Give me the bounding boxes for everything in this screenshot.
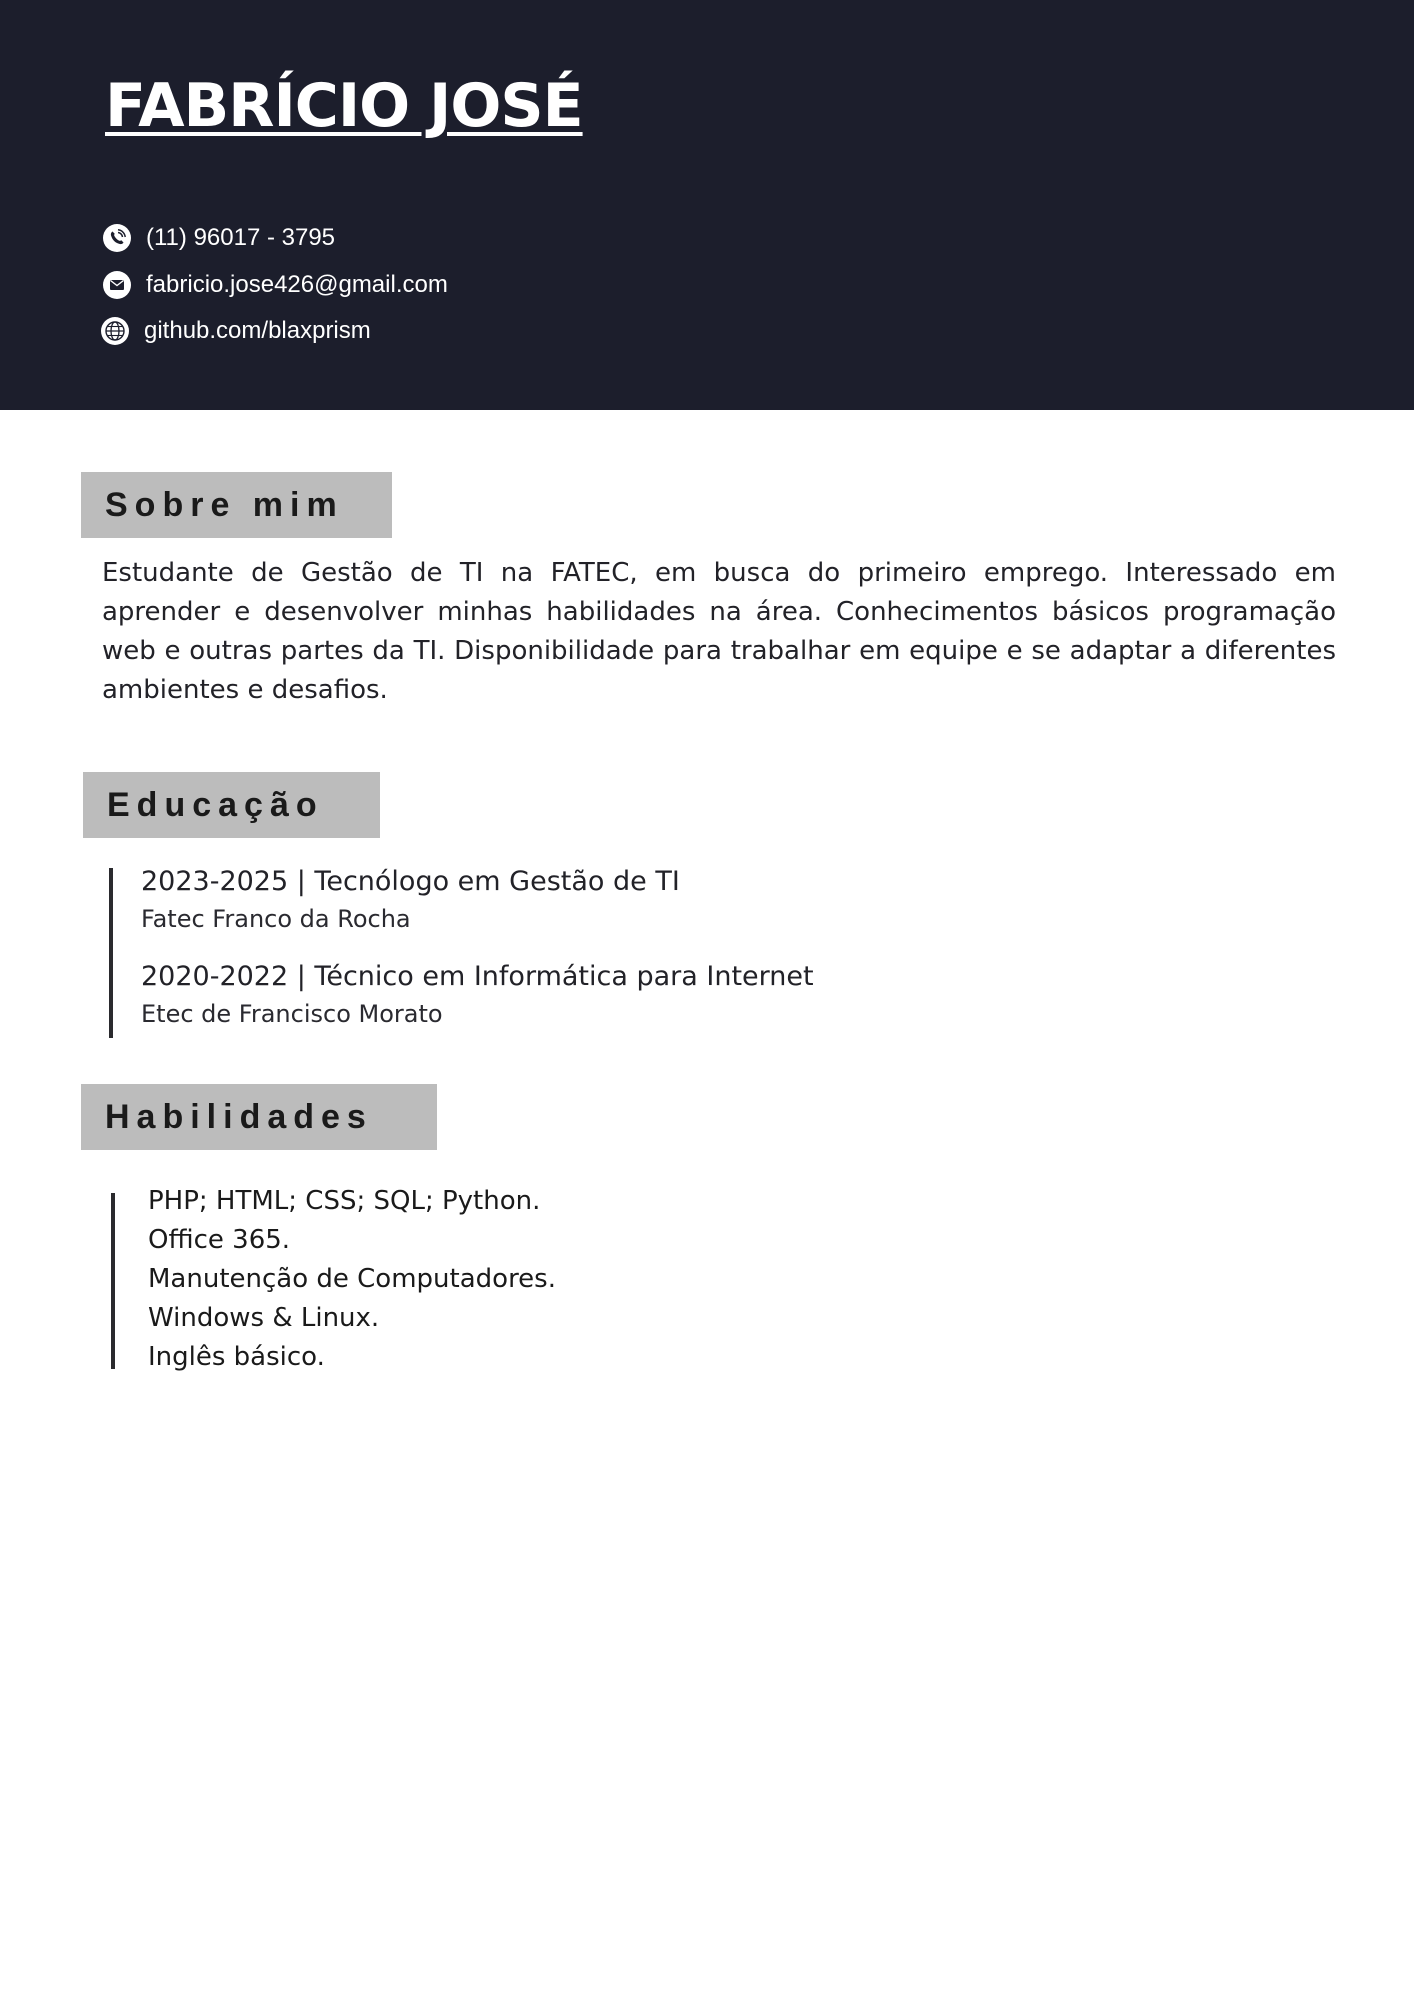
about-paragraph: Estudante de Gestão de TI na FATEC, em busca do primeiro emprego. Interessado em aprender e desenvolver minhas habilidades na área. Conhecimentos básicos programação web e outras partes da TI. Disponibilidade para trabalhar em equipe e se adaptar a diferentes ambientes e desafios. bbox=[102, 558, 1336, 705]
education-item bbox=[141, 957, 814, 1031]
globe-icon bbox=[100, 316, 130, 346]
education-item bbox=[141, 862, 680, 936]
phone-number: (11) 96017 - 3795 bbox=[146, 224, 336, 251]
contact-phone bbox=[102, 223, 335, 253]
education-school: Fatec Franco da Rocha bbox=[141, 905, 411, 933]
email-icon bbox=[102, 270, 132, 300]
skill-item: Inglês básico. bbox=[148, 1342, 325, 1372]
phone-icon bbox=[102, 223, 132, 253]
education-divider bbox=[109, 868, 113, 1038]
education-title: 2023-2025 | Tecnólogo em Gestão de TI bbox=[141, 866, 680, 897]
section-heading-about: Sobre mim bbox=[81, 472, 392, 538]
education-title: 2020-2022 | Técnico em Informática para Internet bbox=[141, 961, 814, 992]
contact-website bbox=[100, 316, 371, 346]
skills-divider bbox=[111, 1193, 115, 1369]
education-school: Etec de Francisco Morato bbox=[141, 1000, 443, 1028]
section-heading-education: Educação bbox=[83, 772, 380, 838]
contact-email bbox=[102, 270, 448, 300]
skills-list bbox=[148, 1182, 556, 1377]
website-link[interactable]: github.com/blaxprism bbox=[144, 317, 371, 344]
candidate-name: FABRÍCIO JOSÉ bbox=[105, 71, 583, 141]
skill-item: Windows & Linux. bbox=[148, 1303, 380, 1333]
section-heading-skills: Habilidades bbox=[81, 1084, 437, 1150]
skill-item: Office 365. bbox=[148, 1225, 291, 1255]
skill-item: PHP; HTML; CSS; SQL; Python. bbox=[148, 1186, 541, 1216]
header-banner bbox=[0, 0, 1414, 410]
email-address[interactable]: fabricio.jose426@gmail.com bbox=[146, 271, 448, 298]
skill-item: Manutenção de Computadores. bbox=[148, 1264, 556, 1294]
